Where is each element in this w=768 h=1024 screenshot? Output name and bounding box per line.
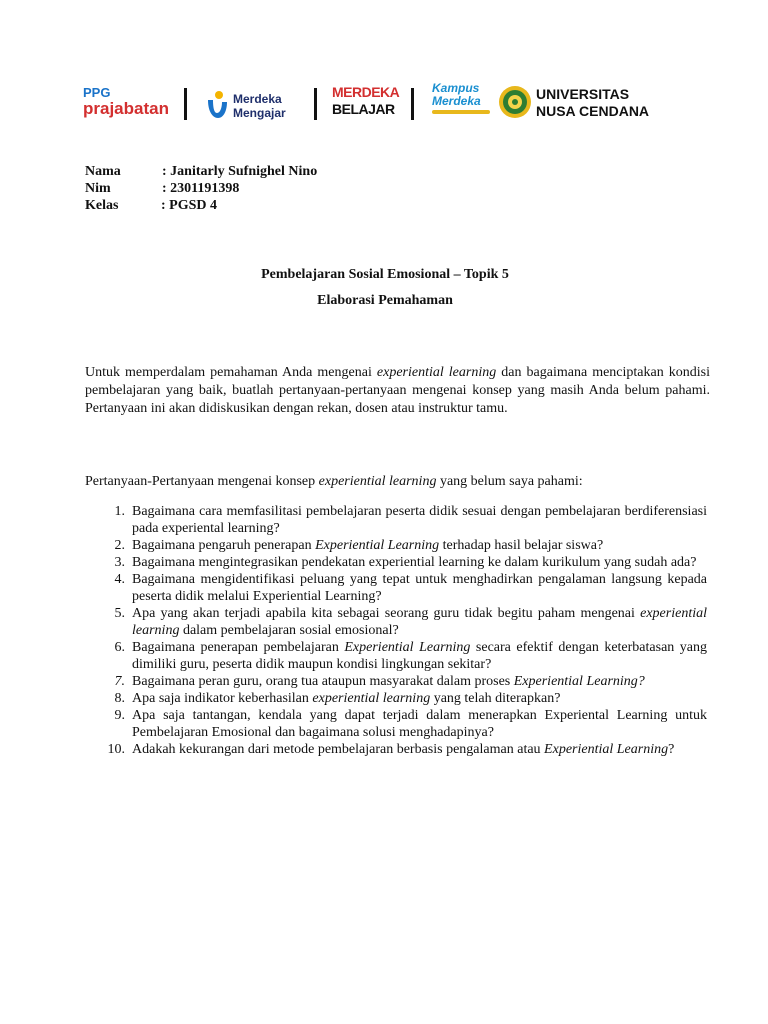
ppg-logo-line1: PPG	[83, 85, 111, 100]
list-item	[85, 537, 707, 554]
logo-divider	[411, 88, 414, 120]
list-item-number: 4.	[114, 572, 125, 587]
intro-text: Untuk memperdalam pemahaman Anda mengenai	[85, 365, 377, 380]
list-item-text: Apa saja tantangan, kendala yang dapat terjadi dalam menerapkan Experiental Learning untuk Pembelajaran Emosional dan bagaimana solusi menghadapinya?	[132, 708, 707, 740]
list-item-emphasis: Experiential Learning	[344, 640, 471, 655]
merdeka-mengajar-line1: Merdeka	[233, 92, 282, 106]
ppg-logo-line2: prajabatan	[83, 99, 169, 118]
list-item-text: Bagaimana penerapan pembelajaran	[132, 640, 345, 655]
list-item	[85, 673, 707, 690]
list-item	[85, 690, 707, 707]
list-item-number: 9.	[114, 708, 125, 723]
kampus-merdeka-line2: Merdeka	[432, 94, 481, 108]
merdeka-mengajar-line2: Mengajar	[233, 106, 286, 120]
list-item-text: Bagaimana pengaruh penerapan	[132, 538, 316, 553]
questions-intro	[85, 473, 583, 491]
logo-divider	[314, 88, 317, 120]
identity-label: Kelas	[85, 198, 119, 213]
identity-value: : 2301191398	[162, 181, 240, 196]
list-item-text: Apa yang akan terjadi apabila kita sebagai seorang guru tidak begitu paham mengenai	[132, 606, 641, 621]
list-item-text: Bagaimana cara memfasilitasi pembelajaran peserta didik sesuai dengan pembelajaran berdiferensiasi pada experiental learning?	[132, 504, 707, 536]
identity-value: : PGSD 4	[161, 198, 217, 213]
identity-label: Nama	[85, 164, 121, 179]
list-item	[85, 503, 707, 537]
kampus-merdeka-line1: Kampus	[432, 81, 480, 95]
list-item-text: Apa saja indikator keberhasilan	[132, 691, 313, 706]
questions-intro-emphasis: experiential learning	[318, 474, 437, 489]
list-item-emphasis: experiential learning	[132, 606, 707, 638]
list-item-text-rest: secara efektif dengan keterbatasan yang dimiliki guru, peserta didik maupun kondisi lingkungan sekitar?	[132, 640, 707, 672]
merdeka-belajar-line1: MERDEKA	[332, 84, 400, 100]
university-name-line1: UNIVERSITAS	[536, 86, 630, 102]
questions-intro-text: Pertanyaan-Pertanyaan mengenai konsep	[85, 474, 319, 489]
list-item-text: Bagaimana mengintegrasikan pendekatan experiential learning ke dalam kurikulum yang sudah ada?	[132, 555, 697, 570]
document-subtitle: Elaborasi Pemahaman	[317, 293, 453, 308]
list-item	[85, 741, 707, 758]
logo-divider	[184, 88, 187, 120]
kampus-merdeka-logo	[432, 82, 490, 114]
list-item-number: 1.	[114, 504, 125, 519]
document-title: Pembelajaran Sosial Emosional – Topik 5	[261, 267, 509, 282]
list-item-number: 5.	[114, 606, 125, 621]
list-item-text-rest: ?	[668, 742, 675, 757]
list-item-emphasis: experiential learning	[312, 691, 431, 706]
questions-list	[85, 503, 707, 758]
list-item-text-rest: dalam pembelajaran sosial emosional?	[179, 623, 399, 638]
list-item-emphasis: Experiential Learning?	[513, 674, 645, 689]
list-item-number: 10.	[107, 742, 125, 757]
list-item-text: Adakah kekurangan dari metode pembelajaran berbasis pengalaman atau	[132, 742, 545, 757]
list-item-emphasis: Experiential Learning	[544, 742, 669, 757]
list-item-number: 2.	[114, 538, 125, 553]
list-item	[85, 639, 707, 673]
intro-emphasis: experiential learning	[376, 365, 497, 380]
list-item-number: 7.	[114, 674, 125, 689]
intro-paragraph	[85, 364, 710, 418]
identity-value: : Janitarly Sufnighel Nino	[162, 164, 318, 179]
merdeka-belajar-logo	[332, 84, 399, 118]
intro-text-rest: dan bagaimana menciptakan kondisi pembelajaran yang baik, buatlah pertanyaan-pertanyaan mengenai konsep yang masih Anda belum pahami. Pertanyaan ini akan didiskusikan dengan rekan, dosen atau instruktur tamu.	[85, 365, 710, 416]
list-item-text: Bagaimana mengidentifikasi peluang yang tepat untuk menghadirkan pengalaman langsung kepada peserta didik melalui Experiential Learning?	[132, 572, 707, 604]
list-item-text: Bagaimana peran guru, orang tua ataupun masyarakat dalam proses	[132, 674, 514, 689]
list-item-number: 6.	[114, 640, 125, 655]
merdeka-belajar-line2: BELAJAR	[332, 101, 395, 117]
list-item	[85, 707, 707, 741]
university-seal-icon	[498, 85, 532, 119]
logo-header	[80, 82, 690, 126]
kampus-merdeka-bar	[432, 110, 490, 114]
identity-label: Nim	[85, 181, 111, 196]
list-item-number: 3.	[114, 555, 125, 570]
list-item-text-rest: terhadap hasil belajar siswa?	[439, 538, 604, 553]
list-item-text-rest: yang telah diterapkan?	[430, 691, 561, 706]
list-item	[85, 605, 707, 639]
merdeka-mengajar-mark-icon	[205, 90, 229, 120]
list-item-emphasis: Experiential Learning	[315, 538, 440, 553]
list-item	[85, 571, 707, 605]
questions-intro-text-rest: yang belum saya pahami:	[436, 474, 583, 489]
university-name-line2: NUSA CENDANA	[536, 103, 650, 119]
ppg-prajabatan-logo	[83, 86, 169, 117]
list-item	[85, 554, 707, 571]
list-item-number: 8.	[114, 691, 125, 706]
